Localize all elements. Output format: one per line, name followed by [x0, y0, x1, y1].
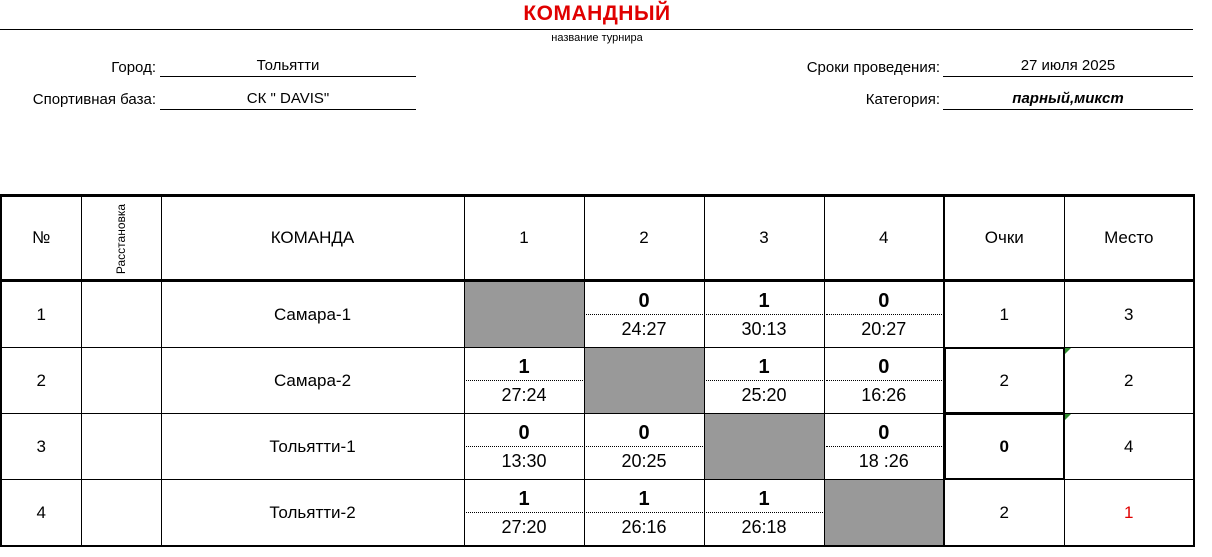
venue-label: Спортивная база: — [32, 91, 156, 108]
header-col-3: 3 — [704, 196, 824, 281]
comment-marker-icon — [1065, 414, 1071, 420]
team-name: Тольятти-2 — [161, 480, 464, 547]
table-row — [1, 480, 1194, 547]
row-number: 3 — [1, 414, 81, 480]
table-header-row — [1, 196, 1194, 281]
results-table — [0, 194, 1195, 547]
header-col-1: 1 — [464, 196, 584, 281]
match-score: 13:30 — [501, 451, 547, 471]
team-place: 3 — [1064, 281, 1194, 348]
match-result — [824, 414, 944, 480]
self-match-cell — [704, 414, 824, 480]
match-win: 1 — [706, 348, 823, 381]
team-place — [1064, 348, 1194, 414]
dates-label: Сроки проведения: — [806, 59, 940, 76]
match-win: 1 — [466, 480, 583, 513]
row-seeding — [81, 414, 161, 480]
match-score: 16:26 — [861, 385, 907, 405]
row-seeding — [81, 348, 161, 414]
team-name: Тольятти-1 — [161, 414, 464, 480]
venue-value: СК " DAVIS" — [160, 89, 416, 110]
match-score: 27:24 — [501, 385, 547, 405]
team-name: Самара-1 — [161, 281, 464, 348]
match-win: 0 — [826, 348, 943, 381]
self-match-cell — [584, 348, 704, 414]
header-seeding-label: Расстановка — [114, 203, 128, 275]
title-underline — [0, 29, 1193, 30]
match-score: 18 :26 — [858, 451, 909, 471]
header-team: КОМАНДА — [161, 196, 464, 281]
city-label: Город: — [111, 59, 156, 76]
category-label: Категория: — [865, 91, 940, 108]
team-points: 1 — [944, 281, 1064, 348]
match-win: 0 — [826, 282, 943, 315]
match-result — [584, 281, 704, 348]
tournament-title: КОМАНДНЫЙ — [523, 2, 671, 25]
table-row — [1, 348, 1194, 414]
match-win: 0 — [826, 414, 943, 447]
match-win: 1 — [706, 480, 823, 513]
match-score: 26:16 — [621, 517, 667, 537]
dates-value: 27 июля 2025 — [943, 56, 1193, 77]
match-score: 25:20 — [741, 385, 787, 405]
row-number: 4 — [1, 480, 81, 547]
header-points: Очки — [944, 196, 1064, 281]
team-points: 2 — [944, 348, 1064, 414]
match-score: 26:18 — [741, 517, 787, 537]
team-place — [1064, 414, 1194, 480]
header-place: Место — [1064, 196, 1194, 281]
match-result — [704, 348, 824, 414]
match-win: 0 — [466, 414, 583, 447]
match-win: 1 — [466, 348, 583, 381]
match-result — [464, 348, 584, 414]
match-score: 27:20 — [501, 517, 547, 537]
team-place-value: 2 — [1124, 370, 1134, 390]
row-seeding — [81, 281, 161, 348]
match-result — [464, 480, 584, 547]
table-row — [1, 414, 1194, 480]
match-score: 30:13 — [741, 319, 787, 339]
match-win: 1 — [706, 282, 823, 315]
match-result — [704, 480, 824, 547]
match-result — [824, 348, 944, 414]
header-col-2: 2 — [584, 196, 704, 281]
category-value: парный,микст — [943, 89, 1193, 110]
self-match-cell — [824, 480, 944, 547]
match-result — [704, 281, 824, 348]
match-win: 0 — [586, 414, 703, 447]
tournament-subtitle: название турнира — [551, 32, 643, 44]
team-points: 0 — [944, 414, 1064, 480]
team-place-value: 4 — [1124, 436, 1134, 456]
row-number: 2 — [1, 348, 81, 414]
match-score: 24:27 — [621, 319, 667, 339]
team-points: 2 — [944, 480, 1064, 547]
header-col-4: 4 — [824, 196, 944, 281]
row-seeding — [81, 480, 161, 547]
header-seeding — [81, 196, 161, 281]
match-result — [824, 281, 944, 348]
match-result — [584, 414, 704, 480]
team-place: 1 — [1064, 480, 1194, 547]
table-row — [1, 281, 1194, 348]
self-match-cell — [464, 281, 584, 348]
comment-marker-icon — [1065, 348, 1071, 354]
match-score: 20:25 — [621, 451, 667, 471]
match-win: 1 — [586, 480, 703, 513]
match-win: 0 — [586, 282, 703, 315]
row-number: 1 — [1, 281, 81, 348]
match-score: 20:27 — [861, 319, 907, 339]
match-result — [584, 480, 704, 547]
city-value: Тольятти — [160, 56, 416, 77]
match-result — [464, 414, 584, 480]
header-number: № — [1, 196, 81, 281]
team-name: Самара-2 — [161, 348, 464, 414]
